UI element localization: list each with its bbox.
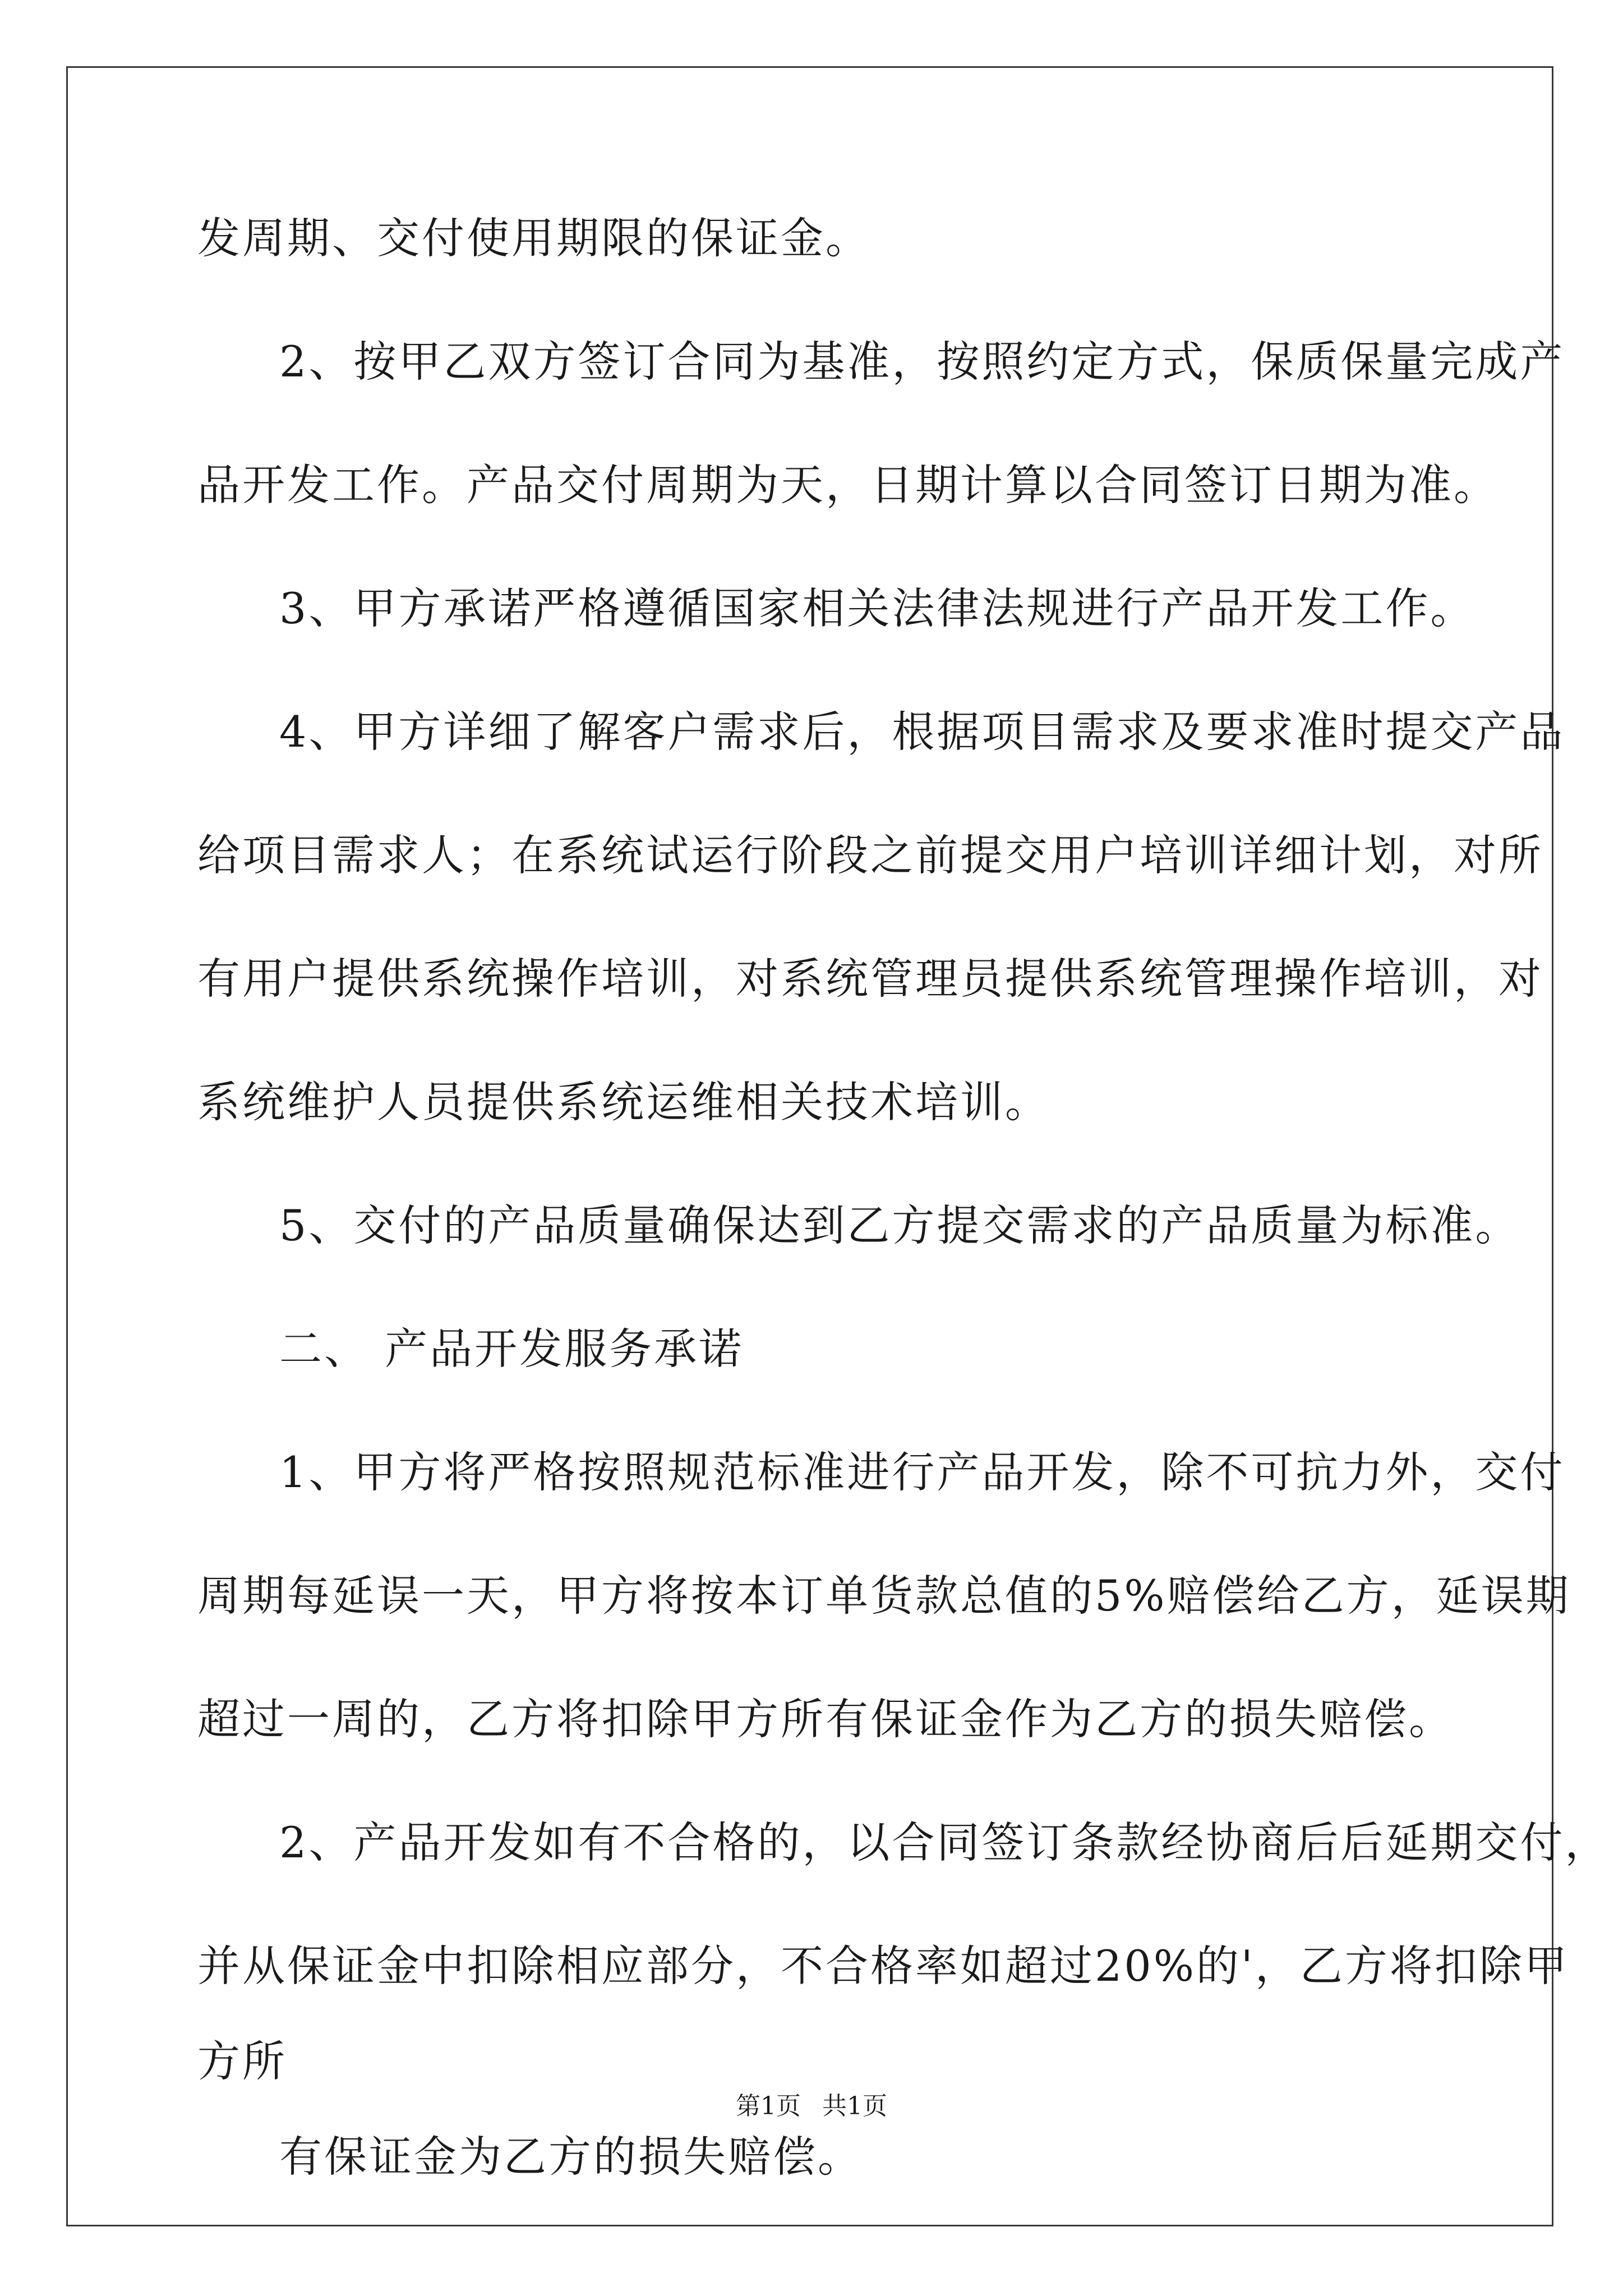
paragraph-line: 品开发工作。产品交付周期为天，日期计算以合同签订日期为准。 xyxy=(197,460,1498,510)
paragraph-line: 4、甲方详细了解客户需求后，根据项目需求及要求准时提交产品 xyxy=(279,707,1565,757)
paragraph-line: 给项目需求人；在系统试运行阶段之前提交用户培训详细计划，对所 xyxy=(197,830,1543,880)
paragraph-line: 系统维护人员提供系统运维相关技术培训。 xyxy=(197,1077,1050,1127)
page-number-total: 共1页 xyxy=(822,2092,887,2120)
paragraph-line: 5、交付的产品质量确保达到乙方提交需求的产品质量为标准。 xyxy=(279,1200,1520,1250)
paragraph-line: 有保证金为乙方的损失赔偿。 xyxy=(279,2132,863,2182)
page-number-current: 第1页 xyxy=(736,2092,801,2120)
page-footer xyxy=(0,2090,1623,2123)
paragraph-line: 1、甲方将严格按照规范标准进行产品开发，除不可抗力外，交付 xyxy=(279,1447,1565,1497)
paragraph-line: 2、按甲乙双方签订合同为基准，按照约定方式，保质保量完成产 xyxy=(279,337,1565,386)
paragraph-line: 3、甲方承诺严格遵循国家相关法律法规进行产品开发工作。 xyxy=(279,583,1476,633)
paragraph-line: 方所 xyxy=(197,2036,287,2086)
paragraph-line: 超过一周的，乙方将扣除甲方所有保证金作为乙方的损失赔偿。 xyxy=(197,1694,1454,1744)
paragraph-line: 有用户提供系统操作培训，对系统管理员提供系统管理操作培训，对 xyxy=(197,954,1543,1004)
paragraph-line: 并从保证金中扣除相应部分，不合格率如超过20%的'，乙方将扣除甲 xyxy=(197,1941,1569,1991)
paragraph-line: 周期每延误一天，甲方将按本订单货款总值的5%赔偿给乙方，延误期 xyxy=(197,1571,1571,1621)
section-heading: 二、 产品开发服务承诺 xyxy=(279,1324,744,1374)
paragraph-line: 发周期、交付使用期限的保证金。 xyxy=(197,213,870,263)
paragraph-line: 2、产品开发如有不合格的，以合同签订条款经协商后后延期交付， xyxy=(279,1818,1610,1867)
